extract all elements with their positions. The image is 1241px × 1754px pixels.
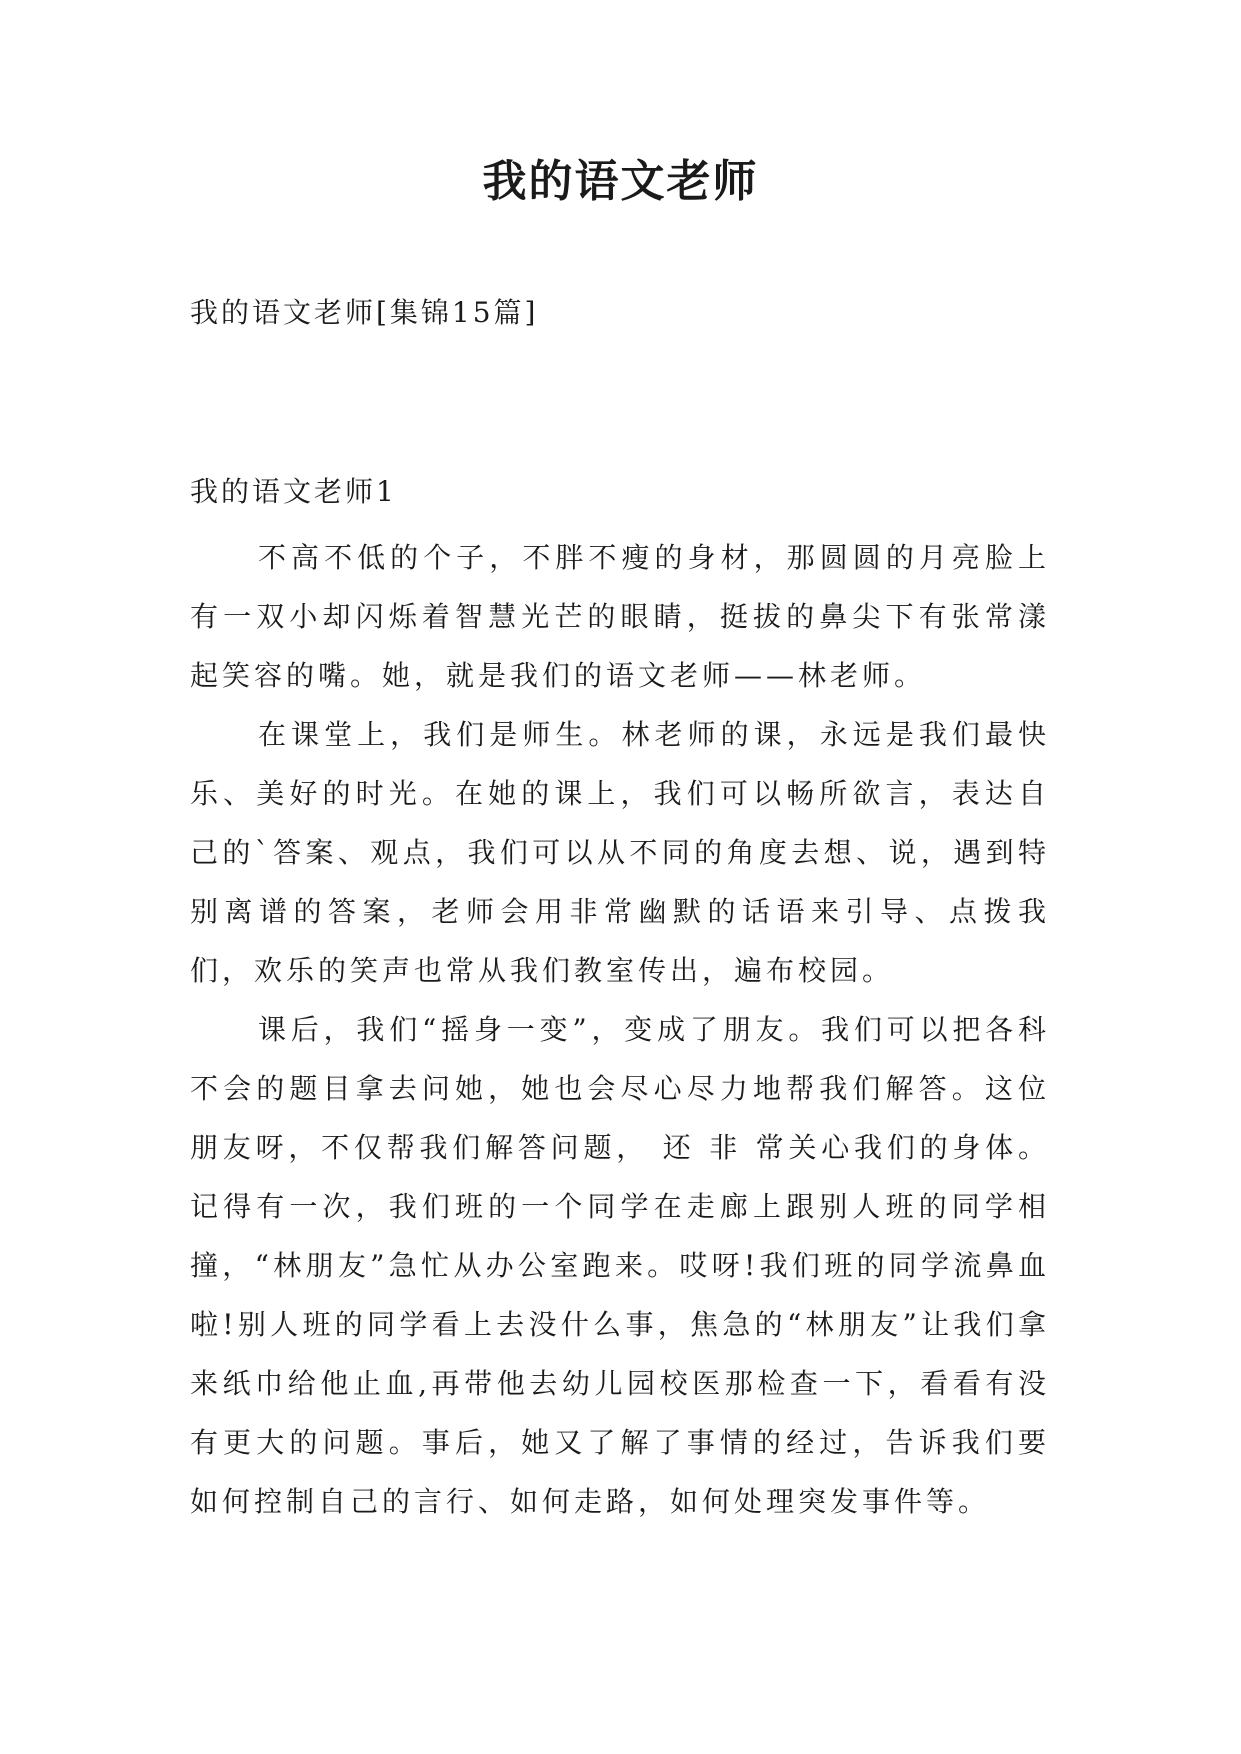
section-heading: 我的语文老师1	[190, 475, 397, 508]
paragraph: 在课堂上，我们是师生。林老师的课，永远是我们最快乐、美好的时光。在她的课上，我们可以畅所欲言，表达自己的`答案、观点，我们可以从不同的角度去想、说，遇到特别离谱的答案，老师会用非常幽默的话语来引导、点拨我们，欢乐的笑声也常从我们教室传出，遍布校园。	[190, 718, 1050, 987]
paragraph: 课后，我们“摇身一变”，变成了朋友。我们可以把各科不会的题目拿去问她，她也会尽心尽力地帮我们解答。这位朋友呀，不仅帮我们解答问题， 还 非 常关心我们的身体。记得有一次，我们班的一个同学在走廊上跟别人班的同学相撞，“林朋友”急忙从办公室跑来。哎呀!我们班的同学流鼻血啦!别人班的同学看上去没什么事，焦急的“林朋友”让我们拿来纸巾给他止血,再带他去幼儿园校医那检查一下，看看有没有更大的问题。事后，她又了解了事情的经过，告诉我们要如何控制自己的言行、如何走路，如何处理突发事件等。	[190, 1013, 1050, 1518]
body-text	[190, 528, 1050, 1531]
paragraph: 不高不低的个子，不胖不瘦的身材，那圆圆的月亮脸上有一双小却闪烁着智慧光芒的眼睛，挺拔的鼻尖下有张常漾起笑容的嘴。她，就是我们的语文老师——林老师。	[190, 541, 1050, 692]
document-title: 我的语文老师	[482, 156, 759, 207]
document-subtitle: 我的语文老师[集锦15篇]	[190, 296, 539, 329]
